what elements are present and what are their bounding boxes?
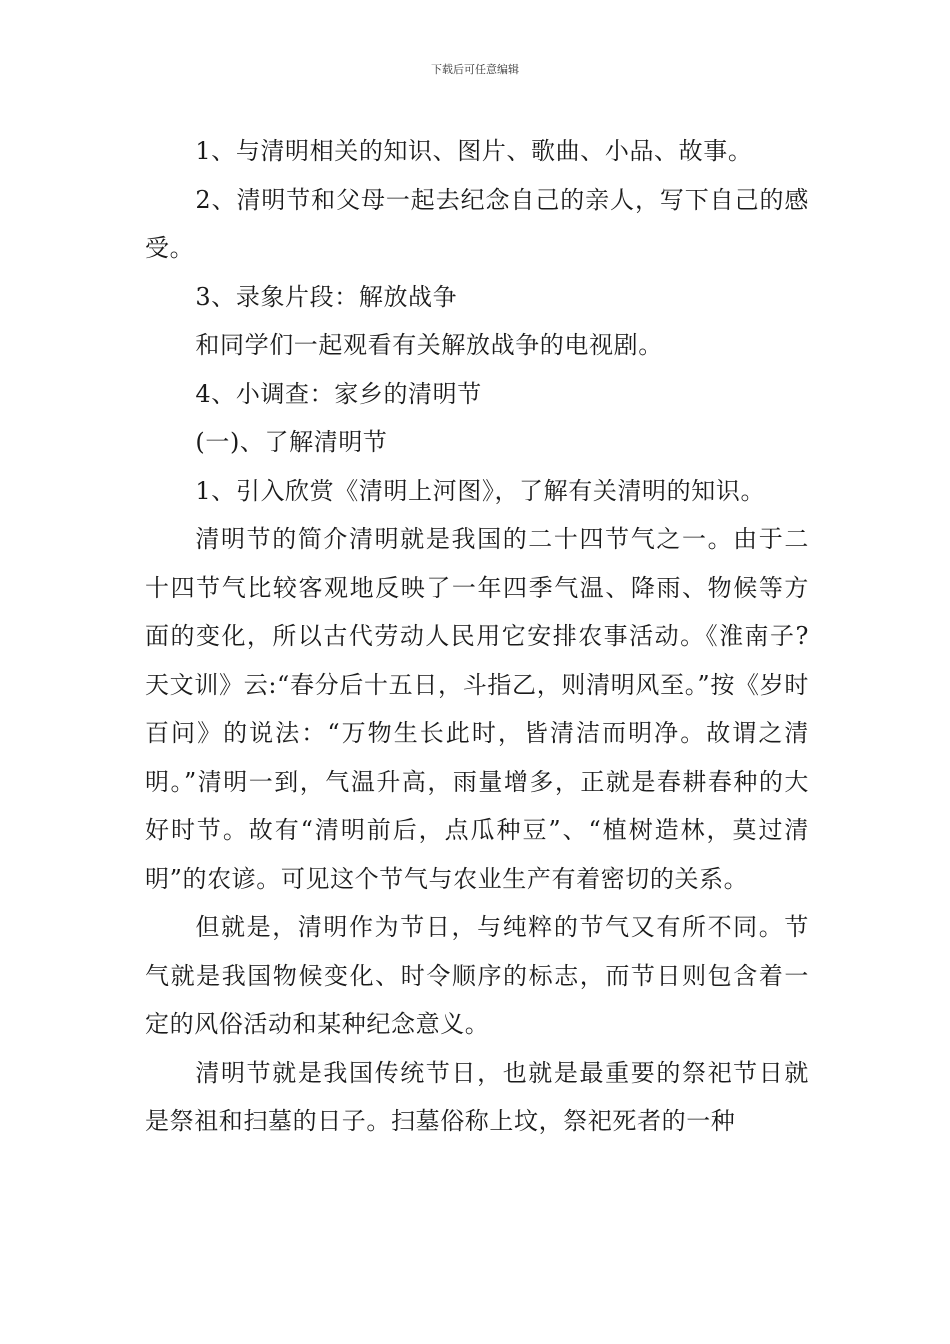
paragraph: 1、引入欣赏《清明上河图》，了解有关清明的知识。	[195, 476, 766, 505]
paragraph: 4、小调查：家乡的清明节	[195, 379, 482, 408]
paragraph: 和同学们一起观看有关解放战争的电视剧。	[195, 331, 663, 359]
paragraph: 1、与清明相关的知识、图片、歌曲、小品、故事。	[195, 137, 753, 165]
paragraph: 清明节就是我国传统节日，也就是最重要的祭祀节日就是祭祖和扫墓的日子。扫墓俗称上坟，祭祀死者的一种	[145, 1058, 809, 1135]
paragraph: 2、清明节和父母一起去纪念自己的亲人，写下自己的感受。	[145, 185, 809, 262]
document-body	[145, 127, 809, 1146]
paragraph: 3、录象片段：解放战争	[195, 282, 458, 311]
paragraph: (一)、了解清明节	[195, 428, 388, 456]
paragraph: 清明节的简介清明就是我国的二十四节气之一。由于二十四节气比较客观地反映了一年四季气温、降雨、物候等方面的变化，所以古代劳动人民用它安排农事活动。《淮南子?天文训》云:“春分后十五日，斗指乙，则清明风至。”按《岁时百问》的说法：“万物生长此时，皆清洁而明净。故谓之清明。”清明一到，气温升高，雨量增多，正就是春耕春种的大好时节。故有“清明前后，点瓜种豆”、“植树造林，莫过清明”的农谚。可见这个节气与农业生产有着密切的关系。	[145, 525, 809, 893]
paragraph: 但就是，清明作为节日，与纯粹的节气又有所不同。节气就是我国物候变化、时令顺序的标志，而节日则包含着一定的风俗活动和某种纪念意义。	[145, 913, 809, 1038]
header-note: 下载后可任意编辑	[431, 63, 519, 76]
